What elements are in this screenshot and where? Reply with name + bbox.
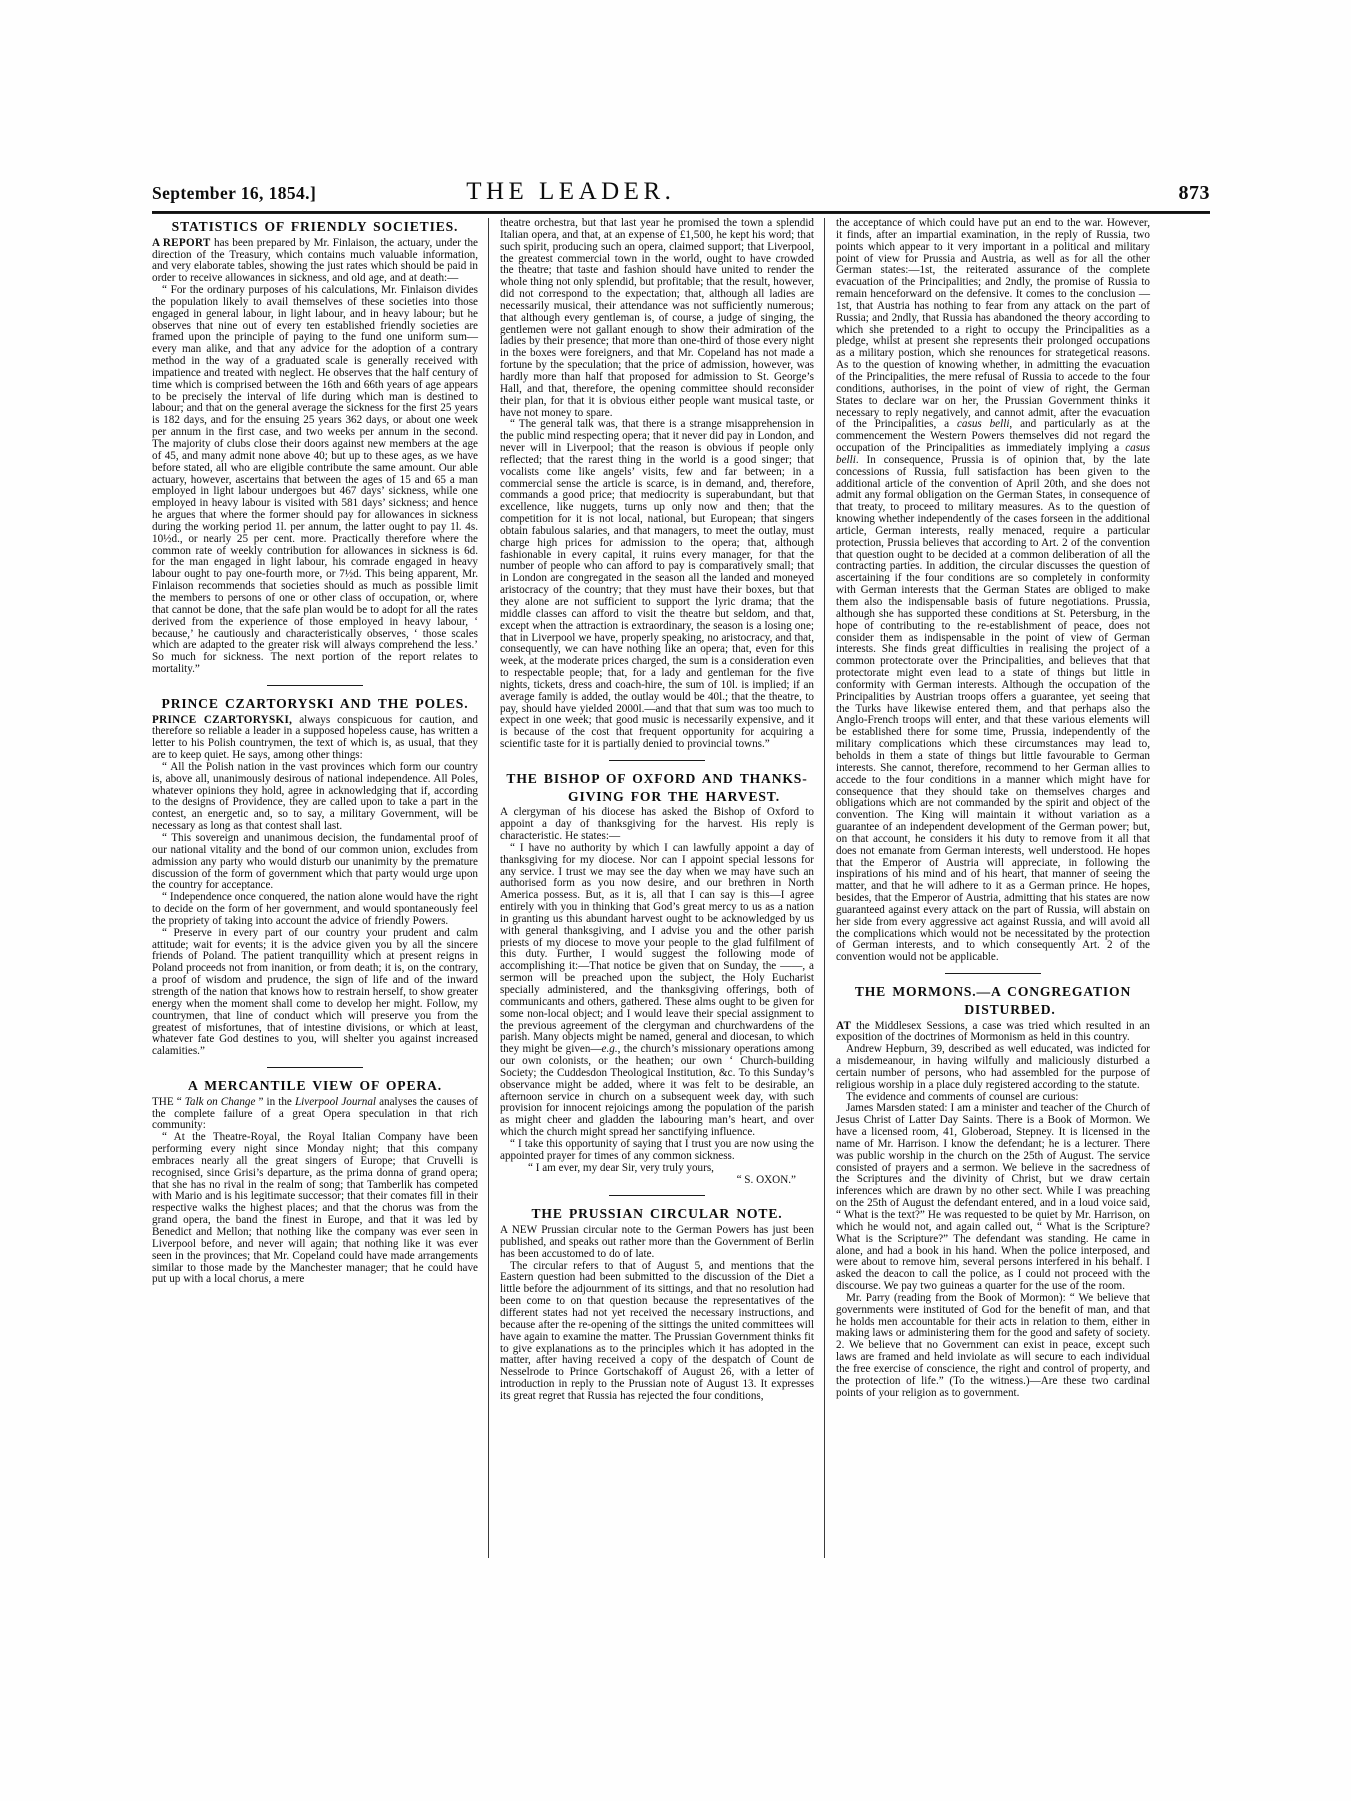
column-1 xyxy=(152,218,488,1558)
section-heading-line-1: THE BISHOP OF OXFORD AND THANKS- xyxy=(506,770,808,786)
section-heading: STATISTICS OF FRIENDLY SOCIETIES. xyxy=(171,219,459,234)
paragraph: Andrew Hepburn, 39, described as well educated, was indicted for a misdemeanour, in having wilfully and maliciously disturbed a certain number of persons, who had assembled for the purpose of religious worship in a place duly registered according to the statute. xyxy=(836,1043,1150,1091)
section-heading-line-2: DISTURBED. xyxy=(964,1001,1056,1017)
paragraph: “ For the ordinary purposes of his calculations, Mr. Finlaison divides the population likely to avail themselves of these societies into those engaged in general labour, in light labour, and in heavy labour; but he observes that nine out of every ten established friendly societies are framed upon the principle of paying to the fund one uniform sum—every man alike, and that any advice for the adoption of a contrary method in the way of a graduated scale is generally received with impatience and treated with neglect. He observes that the half century of time which is comprised between the 16th and 66th years of age appears to be precisely the interval of life during which man is destined to labour; and that on the general average the sickness for the first 25 years is 182 days, and for the ensuing 25 years 362 days, or about one week per annum in the first case, and two weeks per annum in the second. The majority of clubs close their doors against new members at the age of 45, and many admit none above 40; but up to these ages, as we have before stated, all who are eligible contribute the same amount. Our able actuary, however, ascertains that between the ages of 15 and 65 a man employed in light labour undergoes but 467 days’ sickness, while one employed in heavy labour is visited with 581 days’ sickness; and hence he argues that where the former should pay for allowances in sickness during the working period 1l. per annum, the latter ought to pay 1l. 4s. 10½d., or nearly 25 per cent. more. Practically therefore where the common rate of weekly contribution for allowances in sickness is 6d. for the man engaged in light labour, his comrade engaged in heavy labour ought to pay one-fourth more, or 7½d. This being apparent, Mr. Finlaison recommends that societies should as much as possible limit the members to persons of one or other class of occupation, or, where that cannot be done, that the safe plan would be to adopt for all the rates derived from the experience of those employed in heavy labour, ‘ because,’ he cautiously and characteristically observes, ‘ those scales which are adapted to the greater risk will always comprehend the less.’ So much for sickness. The next portion of the report relates to mortality.” xyxy=(152,284,478,676)
paragraph: James Marsden stated: I am a minister and teacher of the Church of Jesus Christ of Latter Day Saints. There is a Book of Mormon. We have a licensed room, 41, Globeroad, Stepney. It is licensed in the name of Mr. Harrison. I know the defendant; he is a lecturer. There was public worship in the church on the 25th of August. The service consisted of prayers and a sermon. We believe in the sacredness of the Scriptures and the divinity of Christ, but we draw certain inferences which are drawn by no other sect. While I was preaching on the 25th of August the defendant entered, and in a loud voice said, “ What is the text?” He was requested to be quiet by Mr. Harrison, on which he would not, and again called out, “ What is the Scripture? What is the Scripture?” The defendant was standing. He came in alone, and had a book in his hand. When the police interposed, and were about to remove him, several persons interfered in his behalf. I asked the deacon to call the police, as I could not proceed with the discourse. We pay two guineas a quarter for the use of the room. xyxy=(836,1102,1150,1293)
paragraph: theatre orchestra, but that last year he promised the town a splendid Italian opera, and that, at an expense of £1,500, he kept his word; that such spirit, producing such an opera, claimed support; that Liverpool, the greatest commercial town in the world, ought to have crowded the theatre; that taste and fashion should have united to render the whole thing not only splendid, but profitable; that the result, however, did not correspond to the expectation; that, although all ladies are necessarily musical, their attendance was not sufficiently numerous; that although every gentleman is, of course, a judge of singing, the gentlemen were not gallant enough to show their admiration of the ladies by their presence; that more than one-third of those every night in the boxes were foreigners, and that Mr. Copeland has not made a fortune by the speculation; that the price of admission, however, was hardly more than half that proposed for admission to St. George’s Hall, and that, therefore, the opening committee should reconsider their plan, for that it is obvious either people want musical taste, or have not money to spare. xyxy=(500,217,814,419)
section-divider xyxy=(609,1195,705,1196)
paragraph: The evidence and comments of counsel are curious: xyxy=(846,1090,1079,1103)
paragraph: “ This sovereign and unanimous decision, the fundamental proof of our national vitality and the bond of our common union, excludes from admission any party who would disturb our unanimity by the premature discussion of the form of government which that party would urge upon the country for acceptance. xyxy=(152,832,478,892)
paragraph: AT the Middlesex Sessions, a case was tried which resulted in an exposition of the doctrines of Mormonism as held in this country. xyxy=(836,1019,1150,1044)
section-prince-czartoryski-and-the-poles xyxy=(152,695,478,1058)
paragraph: “ At the Theatre-Royal, the Royal Italian Company have been performing every night since Monday night; that this company embraces nearly all the great singers of Europe; that Cruvelli is recognised, since Grisi’s departure, as the prima donna of grand opera; that she has no rival in the realm of song; that Tamberlik has competed with Mario and is his legitimate successor; that their comates fill in their respective walks the highest places; and that the chorus was from the grand opera, the band the finest in Europe, and that it was led by Benedict and Mellon; that nothing like the company was ever seen in Liverpool before, and never will again; that nothing like it was ever seen in the provinces; that Mr. Copeland could have made arrangements similar to those made by the Manchester manager; that he could have put up with a local chorus, a mere xyxy=(152,1131,478,1286)
section-opera-continued xyxy=(500,218,814,751)
section-prussian-note-continued xyxy=(836,218,1150,964)
section-heading-line-1: THE MORMONS.—A CONGREGATION xyxy=(854,984,1132,1000)
section-the-prussian-circular-note xyxy=(500,1205,814,1402)
paragraph: “ I have no authority by which I can lawfully appoint a day of thanksgiving for my diocese. Nor can I appoint special lessons for any service. I trust we may see the day when we may have such an authorised form as you now desire, and our brethren in North America possess. But, as it is, all that I can say is this—I agree entirely with you in thinking that God’s great mercy to us as a nation in granting us this abundant harvest ought to be acknowledged by us with general thanksgiving, and I advise you and the other parish priests of my diocese to move your people to the glad fulfilment of this duty. Further, I would suggest the following mode of accomplishing it:—That notice be given that on Sunday, the ——, a sermon will be preached upon the subject, the Holy Eucharist specially administered, and the thanksgiving offerings, both of communicants and others, gathered. These alms ought to be given for some non-local object; and I would leave their special assignment to the previous agreement of the clergyman and churchwardens of the parish. Many objects might be named, general and diocesan, to which they might be given—e.g., the church’s missionary operations among our own colonists, or the heathen; our own ‘ Church-building Society; the Cuddesdon Theological Institution, &c. To this Sunday’s observance might be added, where it was felt to be desirable, an afternoon service in church on a subsequent week day, with such provision for innocent rejoicings among the population of the parish as might cheer and gladden the labouring man’s heart, and over which the church might spread her sanctifying influence. xyxy=(500,841,814,1139)
section-bishop-of-oxford-thanksgiving xyxy=(500,770,814,1186)
section-a-mercantile-view-of-opera xyxy=(152,1077,478,1286)
section-divider xyxy=(945,973,1041,974)
paragraph: “ Independence once conquered, the nation alone would have the right to decide on the form of her government, and would spontaneously feel the propriety of taking into account the advice of friendly Powers. xyxy=(152,891,478,927)
paragraph: “ Preserve in every part of our country your prudent and calm attitude; wait for events; it is the advice given you by all the sincere friends of Poland. The patient tranquillity which at present reigns in Poland proceeds not from inanition, or from death; it is, on the contrary, a proof of wisdom and prudence, the sign of life and of the inward strength of the nation that knows how to restrain herself, to show greater energy when the moment shall come to develop her might. Follow, my countrymen, that line of conduct which will preserve you from the greatest of misfortunes, that of intestine divisions, or which at least, whatever fate God destines to you, will shelter you against increased calamities.” xyxy=(152,926,478,1058)
section-heading: A MERCANTILE VIEW OF OPERA. xyxy=(188,1078,442,1094)
masthead xyxy=(152,178,1210,204)
paragraph: Mr. Parry (reading from the Book of Mormon): “ We believe that governments were instituted of God for the benefit of man, and that he holds men accountable for their acts in relation to them, either in making laws or administering them for the good and safety of society. 2. We believe that no Government can exist in peace, except such laws are framed and held inviolate as will secure to each individual the free exercise of conscience, the right and control of property, and the protection of life.” (To the witness.)—Are these two cardinal points of your religion as to government. xyxy=(836,1291,1150,1399)
paragraph: THE “ Talk on Change ” in the Liverpool Journal analyses the causes of the complete failure of a great Opera speculation in that rich community: xyxy=(152,1095,478,1132)
paragraph: “ The general talk was, that there is a strange misapprehension in the public mind respecting opera; that it never did pay in London, and never will in Liverpool; that the reason is obvious if people only reflected; that the rarest thing in the world is a good singer; that vocalists come like angels’ visits, few and far between; in a commercial sense the article is scarce, is in demand, and, therefore, commands a good price; that mediocrity is superabundant, but that excellence, like nuggets, turns up only now and then; that the competition for it is not local, national, but European; that singers obtain fabulous salaries, and that managers, to meet the outlay, must charge high prices for admission to the opera; that, although fashionable in every capital, it ruins every manager, for that the number of people who can afford to pay is comparatively small; that in London are congregated in the season all the landed and moneyed aristocracy of the country; that they must have their boxes, but that they alone are not sufficient to support the lyric drama; that the middle classes can afford to visit the theatre but seldom, and that, except when the attraction is extraordinary, the season is a losing one; that in Liverpool we have, properly speaking, no aristocracy, and that, consequently, we can have nothing like an opera; that, even for this week, at the moderate prices charged, the sum is a consideration even to respectable people; that, for a lady and gentleman for the five nights, tickets, dress and coach-hire, the sum of 10l. is implied; if an average family is added, the outlay would be 40l.; that the theatre, to pay, should have yielded 2000l.—and that that sum was too much to expect in one week; that good music is necessarily expensive, and it is because of the cost that frequent opportunity for acquiring a scientific taste for it is partially denied to provincial towns.” xyxy=(500,418,814,751)
page-number: 873 xyxy=(1178,182,1210,204)
section-heading xyxy=(836,983,1150,1018)
masthead-date: September 16, 1854.] xyxy=(152,183,317,203)
masthead-rule xyxy=(152,211,1210,214)
masthead-title: THE LEADER. xyxy=(466,178,676,205)
paragraph: the acceptance of which could have put an end to the war. However, it finds, after an impartial examination, in the reply of Russia, two points which appear to it very important in a political and military point of view for Prussia and Austria, as well as for all the other German states:—1st, the reiterated assurance of the complete evacuation of the Principalities; and 2ndly, the promise of Russia to remain henceforward on the defensive. It comes to the conclusion —1st, that Austria has nothing to fear from any attack on the part of Russia; and 2ndly, that Russia has abandoned the theory according to which she pretended to a right to occupy the Principalities as a pledge, whilst at present she represents their prolonged occupations as a military postion, which she renounces for strategetical reasons. As to the question of knowing whether, in admitting the evacuation of the Principalities, the mere refusal of Russia to accede to the four conditions, authorises, in the point of view of right, the German States to declare war on her, the Prussian Government thinks it necessary to reply negatively, and cannot admit, after the evacuation of the Principalities, a casus belli, and particularly as at the commencement the Western Powers themselves did not regard the occupation of the Principalities as immediately implying a casus belli. In consequence, Prussia is of opinion that, by the late concessions of Russia, full satisfaction has been given to the additional article of the convention of April 20th, and she does not admit any formal obligation on the German States, in consequence of that treaty, to proceed to military measures. As to the question of knowing whether independently of the cases forseen in the additional article, German interests, really menaced, require a particular protection, Prussia believes that according to Art. 2 of the convention that question ought to be decided at a common deliberation of all the contracting parties. In addition, the circular discusses the question of ascertaining if the four conditions are so completely in conformity with German interests that the German States are obliged to make them also the indispensable basis of future negotiations. Prussia, although she has supported these conditions at St. Petersburg, in the hope of contributing to the re-establishment of peace, does not consider them as indispensable in the point of view of German interests. She finds great difficulties in realising the project of a common protectorate over the Principalities, and believes that that protectorate might even lead to a state of things but little in conformity with German interests. Although the occupation of the Principalities by Austrian troops offers a guarantee, yet seeing that the Turks have likewise entered them, and that perhaps also the Anglo-French troops will enter, and that these various elements will be established there for some time, Prussia, independently of the military complications which these circumstances may lead to, beholds in them a state of things but little favourable to German interests. She cannot, therefore, recommend to her German allies to accede to the four conditions in a manner which might have for consequence that they should take on themselves charges and obligations which are not commanded by the spirit and object of the convention. The King will maintain it without variation as a guarantee of an independent development of the German power; but, on that account, he considers it his duty to remove from it all that does not emanate from German interests, well understood. He hopes that the Emperor of Austria will appreciate, in following the inspirations of his mind and of his heart, that manner of seeing the matter, and that he will adhere to it as a German prince. He hopes, besides, that the Emperor of Austria, admitting that his states are now guaranteed against every attack on the part of Russia, will abstain on her side from every aggressive act against Russia, and will avoid all the complications which would not be necessitated by the protection of German interests, and to which consequently Art. 2 of the convention would not be applicable. xyxy=(836,217,1151,964)
section-divider xyxy=(609,760,705,761)
column-2 xyxy=(488,218,824,1558)
letter-closing: “ I am ever, my dear Sir, very truly yours, xyxy=(528,1161,714,1174)
section-heading: THE PRUSSIAN CIRCULAR NOTE. xyxy=(531,1206,783,1222)
section-heading: PRINCE CZARTORYSKI AND THE POLES. xyxy=(161,695,469,711)
paragraph: A clergyman of his diocese has asked the Bishop of Oxford to appoint a day of thanksgiving for the harvest. His reply is characteristic. He states:— xyxy=(500,806,814,842)
paragraph: PRINCE CZARTORYSKI, always conspicuous for caution, and therefore so reliable a leader in a supposed hopeless cause, has written a letter to his Polish countrymen, the text of which is, as usual, that they are to keep quiet. He says, among other things: xyxy=(152,713,478,762)
paragraph: “ All the Polish nation in the vast provinces which form our country is, above all, unanimously desirous of national independence. All Poles, whatever opinions they hold, agree in acknowledging that if, according to the designs of Providence, they are called upon to take a part in the contest, an energetic and, so to say, a military Government, will be necessary as long as that contest shall last. xyxy=(152,760,478,833)
letter-signature: “ S. OXON.” xyxy=(736,1173,796,1186)
section-divider xyxy=(267,685,363,686)
section-statistics-of-friendly-societies xyxy=(152,218,478,676)
section-divider xyxy=(267,1067,363,1068)
section-heading xyxy=(500,770,814,805)
section-heading-line-2: GIVING FOR THE HARVEST. xyxy=(568,788,780,804)
paragraph: A REPORT has been prepared by Mr. Finlaison, the actuary, under the direction of the Treasury, which contains much valuable information, and very elaborate tables, showing the just rates which should be paid in order to receive allowances in sickness, and old age, and at death:— xyxy=(152,236,479,285)
paragraph: “ I take this opportunity of saying that I trust you are now using the appointed prayer for times of any common sickness. xyxy=(500,1137,814,1162)
column-container xyxy=(152,218,1210,1558)
section-the-mormons-congregation-disturbed xyxy=(836,983,1150,1399)
column-3 xyxy=(824,218,1160,1558)
paragraph: The circular refers to that of August 5, and mentions that the Eastern question had been submitted to the discussion of the Diet a little before the adjournment of its sittings, and that no resolution had been come to on that question because the representatives of the different states had not yet received the necessary instructions, and because after the re-opening of the sittings the united committees will have again to examine the matter. The Prussian Government thinks fit to give explanations as to the principles which it has adopted in the matter, after having received a copy of the despatch of Count de Nesselrode to Prince Gortschakoff of August 26, with a letter of introduction in reply to the Prussian note of August 13. It expresses its great regret that Russia has rejected the four conditions, xyxy=(500,1259,814,1402)
paragraph: A NEW Prussian circular note to the German Powers has just been published, and speaks out rather more than the Government of Berlin has been accustomed to do of late. xyxy=(500,1224,814,1260)
